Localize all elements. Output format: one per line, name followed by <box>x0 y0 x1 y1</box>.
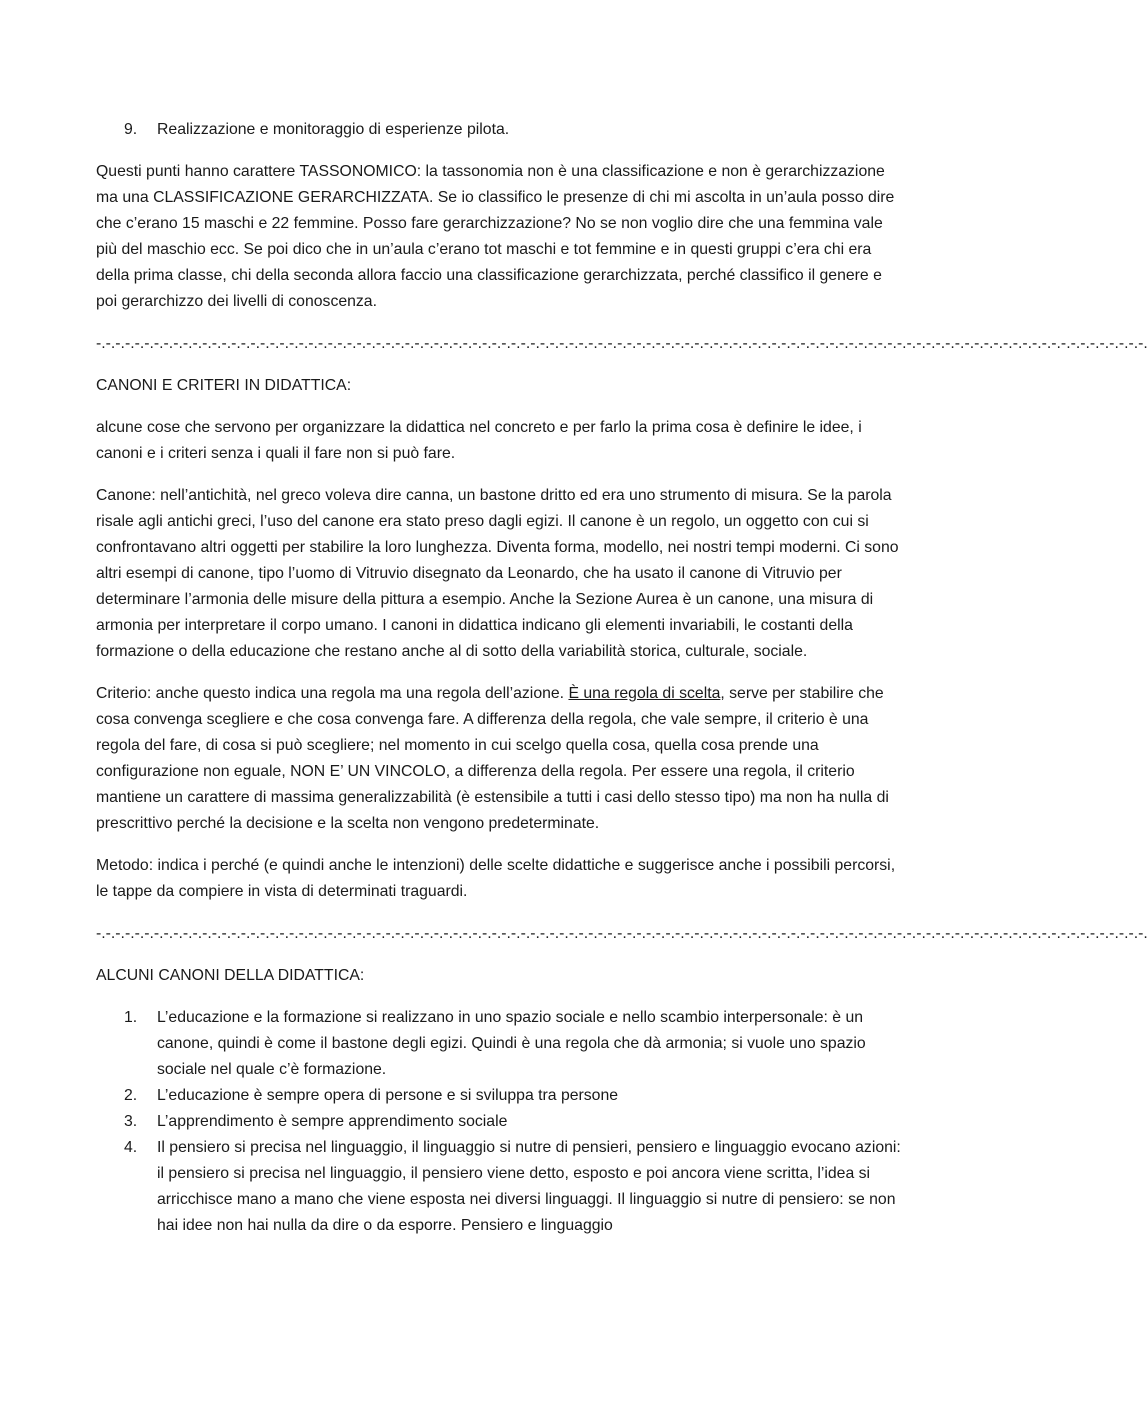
separator-line: -.-.-.-.-.-.-.-.-.-.-.-.-.-.-.-.-.-.-.-.-.-.-.-.-.-.-.-.-.-.-.-.-.-.-.-.-.-.-.-.-.-.-.-.-.-.-.-.-.-.-.-.-.-.-.-.-.-.-.-.-.-.-.-.-.-.-.-.-.-.-.-.-.-.-.-.-.-.-.-.-.-.-.-.-.-.-.-.-.-.-.-.-.-.-.-.-.-.-.-.-.-.-.-.-.-.-.-.-. <box>96 925 1148 942</box>
list-number: 4. <box>124 1139 138 1156</box>
paragraph-metodo: Metodo: indica i perché (e quindi anche le intenzioni) delle scelte didattiche e suggerisce anche i possibili percorsi, le tappe da compiere in vista di determinati traguardi. <box>96 857 896 900</box>
list-number: 2. <box>124 1087 138 1104</box>
heading-canoni-criteri: CANONI E CRITERI IN DIDATTICA: <box>96 377 352 394</box>
list-number: 1. <box>124 1009 138 1026</box>
criterio-text-before: Criterio: anche questo indica una regola ma una regola dell’azione. <box>96 685 569 702</box>
paragraph-canone: Canone: nell’antichità, nel greco voleva dire canna, un bastone dritto ed era uno strumento di misura. Se la parola risale agli antichi greci, l’uso del canone era stato preso dagli egizi. Il canone è un regolo, un oggetto con cui si confrontavano altri oggetti per stabilire la loro lunghezza. Diventa forma, modello, nei nostri tempi moderni. Ci sono altri esempi di canone, tipo l’uomo di Vitruvio disegnato da Leonardo, che ha usato il canone di Vitruvio per determinare l’armonia delle misure della pittura a esempio. Anche la Sezione Aurea è un canone, una misura di armonia per interpretare il corpo umano. I canoni in didattica indicano gli elementi invariabili, le costanti della formazione o della educazione che restano anche al di sotto della variabilità storica, culturale, sociale. <box>96 487 899 660</box>
criterio-underlined-text: È una regola di scelta <box>568 685 721 702</box>
list-item <box>96 1083 904 1109</box>
list-item <box>96 1109 904 1135</box>
paragraph-intro: alcune cose che servono per organizzare la didattica nel concreto e per farlo la prima cosa è definire le idee, i canoni e i criteri senza i quali il fare non si può fare. <box>96 419 862 462</box>
list-text: L’apprendimento è sempre apprendimento sociale <box>157 1113 508 1130</box>
heading-alcuni-canoni: ALCUNI CANONI DELLA DIDATTICA: <box>96 967 365 984</box>
list-text: L’educazione è sempre opera di persone e si sviluppa tra persone <box>157 1087 619 1104</box>
criterio-text-after: , serve per stabilire che cosa convenga scegliere e che cosa convenga fare. A differenza della regola, che vale sempre, il criterio è una regola del fare, di cosa si può scegliere; nel momento in cui scelgo quella cosa, quella cosa prende una configurazione non eguale, NON E’ UN VINCOLO, a differenza della regola. Per essere una regola, il criterio mantiene un carattere di massima generalizzabilità (è estensibile a tutti i casi dello stesso tipo) ma non ha nulla di prescrittivo perché la decisione e la scelta non vengono predeterminate. <box>96 685 889 832</box>
list-number: 9. <box>124 121 138 138</box>
canoni-list <box>96 1005 904 1239</box>
list-text: Realizzazione e monitoraggio di esperienze pilota. <box>157 121 510 138</box>
list-number: 3. <box>124 1113 138 1130</box>
list-item <box>96 1005 904 1083</box>
paragraph-criterio <box>96 681 904 837</box>
list-item-9 <box>96 117 904 143</box>
separator-line: -.-.-.-.-.-.-.-.-.-.-.-.-.-.-.-.-.-.-.-.-.-.-.-.-.-.-.-.-.-.-.-.-.-.-.-.-.-.-.-.-.-.-.-.-.-.-.-.-.-.-.-.-.-.-.-.-.-.-.-.-.-.-.-.-.-.-.-.-.-.-.-.-.-.-.-.-.-.-.-.-.-.-.-.-.-.-.-.-.-.-.-.-.-.-.-.-.-.-.-.-.-.-.-.-.-.-.-.-. <box>96 335 1148 352</box>
paragraph-tassonomico: Questi punti hanno carattere TASSONOMICO: la tassonomia non è una classificazione e non è gerarchizzazione ma una CLASSIFICAZIONE GERARCHIZZATA. Se io classifico le presenze di chi mi ascolta in un’aula posso dire che c’erano 15 maschi e 22 femmine. Posso fare gerarchizzazione? No se non voglio dire che una femmina vale più del maschio ecc. Se poi dico che in un’aula c’erano tot maschi e tot femmine e in questi gruppi c’era chi era della prima classe, chi della seconda allora faccio una classificazione gerarchizzata, perché classifico il genere e poi gerarchizzo dei livelli di conoscenza. <box>96 163 895 310</box>
document-page <box>96 117 1148 1239</box>
list-text: L’educazione e la formazione si realizzano in uno spazio sociale e nello scambio interpersonale: è un canone, quindi è come il bastone degli egizi. Quindi è una regola che dà armonia; si vuole uno spazio sociale nel quale c’è formazione. <box>157 1009 866 1078</box>
list-text: Il pensiero si precisa nel linguaggio, il linguaggio si nutre di pensieri, pensiero e linguaggio evocano azioni: il pensiero si precisa nel linguaggio, il pensiero viene detto, esposto e poi ancora viene scritta, l’idea si arricchisce mano a mano che viene esposta nei diversi linguaggi. Il linguaggio si nutre di pensiero: se non hai idee non hai nulla da dire o da esporre. Pensiero e linguaggio <box>157 1139 901 1234</box>
list-item <box>96 1135 904 1239</box>
